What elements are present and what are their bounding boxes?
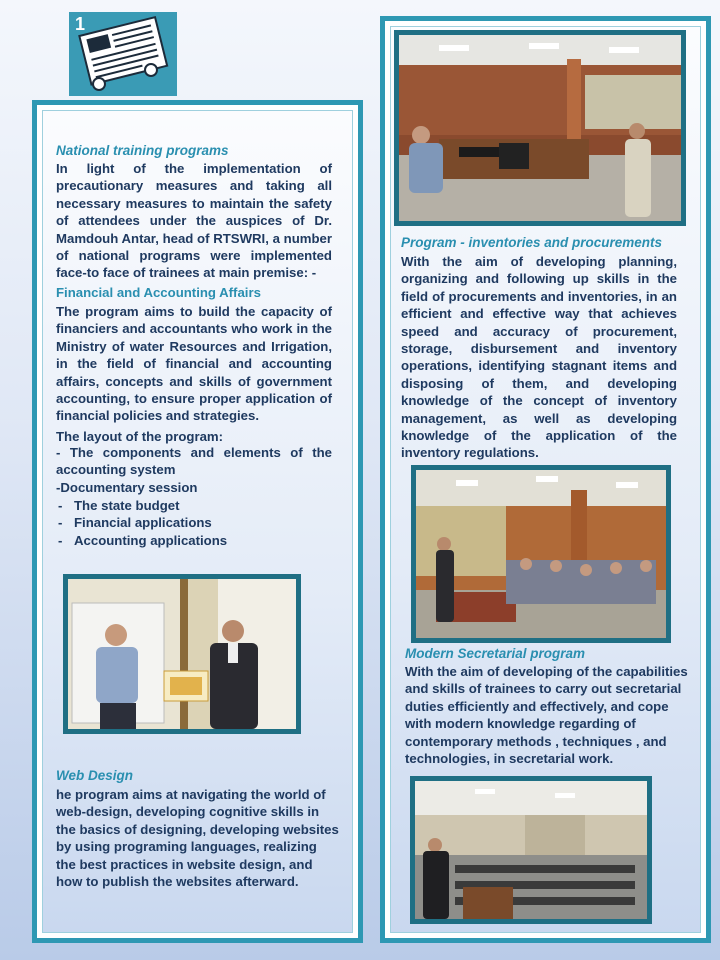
- national-training-body: In light of the implementation of precautionary measures and taking all necessary measures to maintain the safety of attendees under the auspices of Dr. Mamdouh Antar, head of RTSWRI, a number of national programs were implemented face-to face of trainees at main premise: -: [56, 161, 332, 281]
- national-training-title: National training programs: [56, 143, 229, 158]
- list-item: - The state budget: [56, 497, 332, 514]
- list-item: - Accounting applications: [56, 532, 332, 549]
- section-number: 1: [75, 14, 86, 34]
- inventories-title: Program - inventories and procurements: [401, 235, 663, 250]
- newspaper-reader-icon: [69, 12, 177, 96]
- secretarial-lecture-photo-image: [416, 470, 666, 638]
- layout-item-documentary: -Documentary session: [56, 480, 198, 495]
- financial-affairs-body: The program aims to build the capacity of financiers and accountants who work in the Ministry of water Resources and Irrigation, in the field of financial and accounting affairs, concepts and skills of government accounting, to ensure proper application of financial policies and strategies.: [56, 304, 332, 424]
- section-number-badge: [69, 12, 177, 96]
- web-design-title: Web Design: [56, 768, 134, 783]
- inventories-body: With the aim of developing planning, organizing and following up skills in the field of procurements and inventories, in an efficient and effective way that achieves speed and accuracy of procurement, storage, disbursement and inventory operations, identifying stagnant items and disposing of them, and developing knowledge of the concept of inventory management, as well as developing knowledge of the application of the inventory regulations.: [401, 254, 677, 461]
- certificate-photo-image: [68, 579, 296, 729]
- secretarial-lecture-photo: [411, 465, 671, 643]
- secretarial-title: Modern Secretarial program: [405, 646, 586, 661]
- financial-affairs-title: Financial and Accounting Affairs: [56, 285, 261, 300]
- inventory-training-photo: [394, 30, 686, 226]
- secretarial-body: With the aim of developing of the capabilities and skills of trainees to carry out secretarial duties efficiently and effectively, and cope with modern knowledge regarding of contemporary methods , techniques , and technologies, in secretarial work.: [405, 664, 688, 767]
- web-design-lab-photo-image: [415, 781, 647, 919]
- layout-bullet-list: [56, 497, 332, 549]
- list-item: - Financial applications: [56, 514, 332, 531]
- program-layout-label: The layout of the program:: [56, 429, 224, 444]
- layout-item-components: - The components and elements of the accounting system: [56, 445, 332, 478]
- certificate-photo: [63, 574, 301, 734]
- inventory-training-photo-image: [399, 35, 681, 221]
- web-design-body: he program aims at navigating the world of web-design, developing cognitive skills in the basics of designing, developing websites by using programing languages, realizing the best practices in website design, and how to publish the websites afterward.: [56, 787, 339, 890]
- web-design-lab-photo: [410, 776, 652, 924]
